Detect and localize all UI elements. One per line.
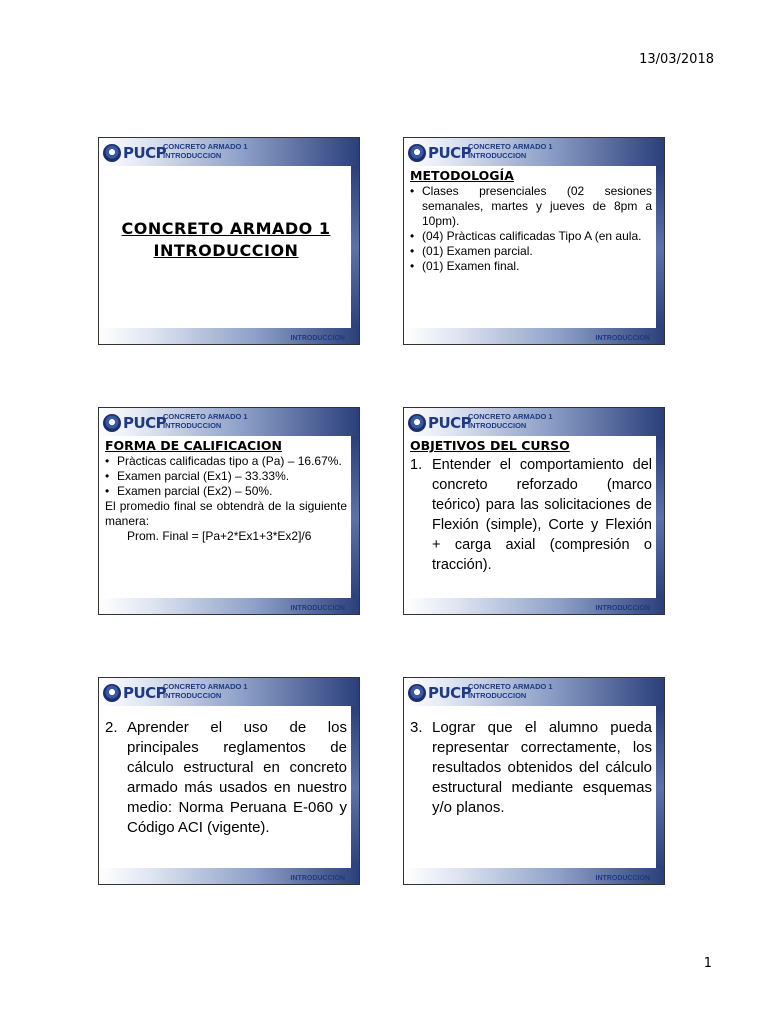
header-line-1: CONCRETO ARMADO 1 — [468, 412, 553, 421]
slide-footer — [99, 328, 359, 344]
grading-description: El promedio final se obtendrà de la siguiente manera: — [105, 499, 347, 528]
header-line-1: CONCRETO ARMADO 1 — [163, 142, 248, 151]
slide-3 — [98, 407, 360, 615]
logo-text: PUCP — [123, 144, 167, 162]
side-bar — [656, 166, 664, 330]
slide-title: OBJETIVOS DEL CURSO — [410, 438, 570, 453]
slide-title: METODOLOGÍA — [410, 168, 514, 183]
header-text — [468, 682, 553, 700]
footer-label: INTRODUCCION — [595, 605, 650, 612]
footer-label: INTRODUCCION — [595, 335, 650, 342]
objective-number: 1. — [410, 457, 423, 473]
slide-1 — [98, 137, 360, 345]
header-line-1: CONCRETO ARMADO 1 — [163, 682, 248, 691]
header-line-2: INTRODUCCION — [468, 691, 527, 700]
header-text — [163, 412, 248, 430]
slide-body — [105, 708, 347, 866]
header-text — [468, 142, 553, 160]
slide-footer — [404, 328, 664, 344]
objective-text: Entender el comportamiento del concreto reforzado (marco teórico) para las solicitaciones de Flexión (simple), Corte y Flexión + carga axial (compresión o tracción). — [432, 457, 652, 573]
slide-header — [404, 678, 664, 706]
header-line-2: INTRODUCCION — [163, 691, 222, 700]
slide-footer — [404, 598, 664, 614]
footer-label: INTRODUCCION — [290, 335, 345, 342]
header-text — [163, 142, 248, 160]
course-title-line-2: INTRODUCCION — [153, 241, 299, 260]
side-bar — [351, 166, 359, 330]
list-item: • Clases presenciales (02 sesiones semanales, martes y jueves de 8pm a 10pm). — [410, 184, 652, 229]
header-line-2: INTRODUCCION — [163, 421, 222, 430]
slide-body — [105, 438, 347, 596]
header-line-1: CONCRETO ARMADO 1 — [163, 412, 248, 421]
slide-footer — [99, 868, 359, 884]
header-line-1: CONCRETO ARMADO 1 — [468, 142, 553, 151]
objective-text: Lograr que el alumno pueda representar correctamente, los resultados obtenidos del cálculo estructural mediante esquemas y/o planos. — [432, 719, 652, 816]
slide-2 — [403, 137, 665, 345]
footer-label: INTRODUCCION — [595, 875, 650, 882]
pucp-logo-icon — [103, 684, 121, 702]
objective-number: 3. — [410, 719, 423, 736]
logo-text: PUCP — [428, 684, 472, 702]
header-line-1: CONCRETO ARMADO 1 — [468, 682, 553, 691]
course-title — [105, 218, 347, 262]
logo-text: PUCP — [428, 414, 472, 432]
logo-text: PUCP — [123, 414, 167, 432]
pucp-logo-icon — [408, 414, 426, 432]
pucp-logo-icon — [103, 414, 121, 432]
slide-footer — [99, 598, 359, 614]
slide-header — [99, 678, 359, 706]
header-line-2: INTRODUCCION — [163, 151, 222, 160]
logo-text: PUCP — [428, 144, 472, 162]
header-line-2: INTRODUCCION — [468, 151, 527, 160]
slide-title: FORMA DE CALIFICACION — [105, 438, 282, 453]
pucp-logo-icon — [103, 144, 121, 162]
objective-item — [105, 718, 347, 838]
slide-header — [404, 138, 664, 166]
objective-item — [410, 718, 652, 818]
side-bar — [656, 436, 664, 600]
footer-label: INTRODUCCION — [290, 605, 345, 612]
list-item: • (04) Pràcticas calificadas Tipo A (en aula. — [410, 229, 652, 244]
header-text — [163, 682, 248, 700]
page-number: 1 — [703, 956, 712, 971]
slide-header — [99, 408, 359, 436]
slide-header — [404, 408, 664, 436]
side-bar — [656, 706, 664, 870]
slide-header — [99, 138, 359, 166]
objective-number: 2. — [105, 719, 118, 736]
course-title-line-1: CONCRETO ARMADO 1 — [121, 219, 331, 238]
list-item: • (01) Examen final. — [410, 259, 652, 274]
list-item: • Examen parcial (Ex1) – 33.33%. — [105, 469, 347, 484]
slide-6 — [403, 677, 665, 885]
slide-body — [105, 168, 347, 326]
pucp-logo-icon — [408, 144, 426, 162]
bullet-list — [410, 184, 652, 274]
header-line-2: INTRODUCCION — [468, 421, 527, 430]
slide-body — [410, 708, 652, 866]
bullet-list — [105, 454, 347, 499]
slide-5 — [98, 677, 360, 885]
slide-4 — [403, 407, 665, 615]
list-item: • Pràcticas calificadas tipo a (Pa) – 16.67%. — [105, 454, 347, 469]
slide-footer — [404, 868, 664, 884]
slide-body — [410, 168, 652, 326]
side-bar — [351, 436, 359, 600]
pucp-logo-icon — [408, 684, 426, 702]
list-item: • Examen parcial (Ex2) – 50%. — [105, 484, 347, 499]
objective-text: Aprender el uso de los principales reglamentos de cálculo estructural en concreto armado más usados en nuestro medio: Norma Peruana E-060 y Código ACI (vigente). — [127, 719, 347, 836]
slide-body — [410, 438, 652, 596]
logo-text: PUCP — [123, 684, 167, 702]
side-bar — [351, 706, 359, 870]
footer-label: INTRODUCCION — [290, 875, 345, 882]
list-item: • (01) Examen parcial. — [410, 244, 652, 259]
print-date: 13/03/2018 — [639, 52, 714, 67]
objective-item — [410, 455, 652, 575]
grading-formula: Prom. Final = [Pa+2*Ex1+3*Ex2]/6 — [127, 529, 312, 543]
header-text — [468, 412, 553, 430]
